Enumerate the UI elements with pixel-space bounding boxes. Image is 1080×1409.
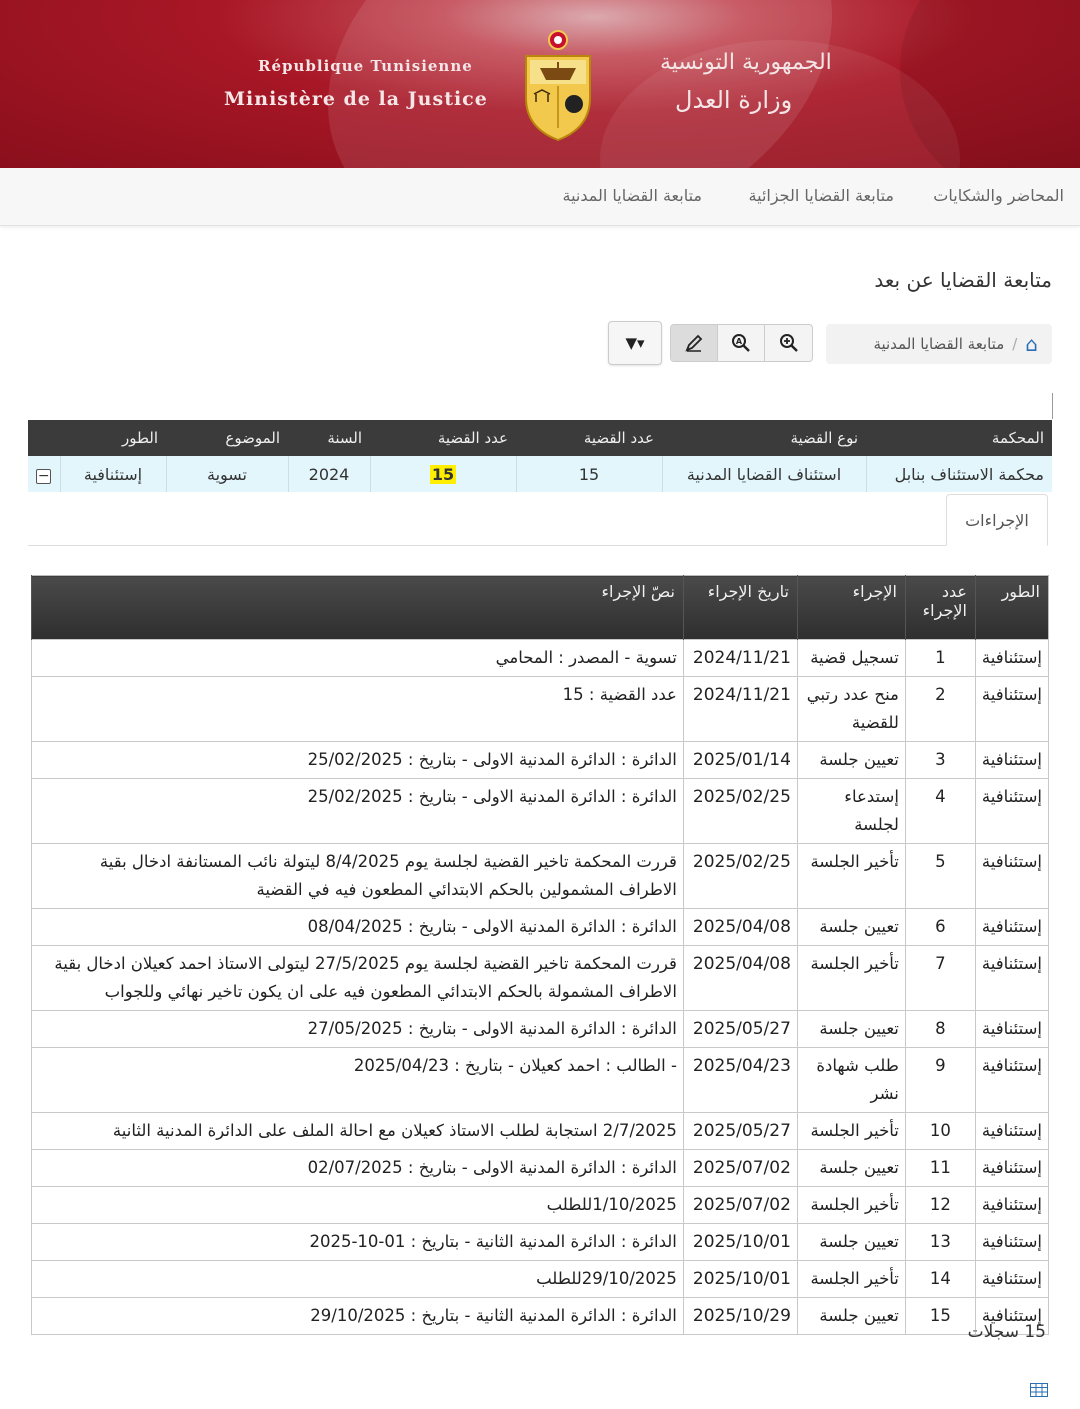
proc-stage: إستئنافية [975, 742, 1048, 779]
proc-number: 6 [905, 909, 975, 946]
proc-text: الدائرة : الدائرة المدنية الاولى - بتاريخ : 27/05/2025 [32, 1011, 684, 1048]
proc-number: 9 [905, 1048, 975, 1113]
tab-procedures[interactable]: الإجراءات [946, 494, 1048, 546]
proc-date: 2025/05/27 [683, 1113, 797, 1150]
col-case-number-2: عدد القضية [370, 420, 516, 456]
col-proc-stage: الطور [975, 576, 1048, 640]
nav-item-reports-complaints[interactable]: المحاضر والشكايات [933, 186, 1064, 205]
proc-number: 14 [905, 1261, 975, 1298]
home-icon[interactable]: ⌂ [1025, 332, 1038, 356]
zoom-in-button[interactable] [765, 325, 812, 361]
proc-stage: إستئنافية [975, 779, 1048, 844]
proc-number: 8 [905, 1011, 975, 1048]
edit-icon [684, 333, 704, 353]
proc-action: تأخير الجلسة [797, 1261, 905, 1298]
proc-date: 2025/10/01 [683, 1224, 797, 1261]
proc-stage: إستئنافية [975, 1298, 1048, 1335]
case-court: محكمة الاستئناف بنابل [866, 456, 1052, 492]
table-row[interactable] [32, 946, 1049, 1011]
table-row[interactable] [32, 779, 1049, 844]
proc-stage: إستئنافية [975, 1261, 1048, 1298]
case-stage: إستئنافية [60, 456, 166, 492]
proc-text: الدائرة : الدائرة المدنية الثانية - بتاريخ : 29/10/2025 [32, 1298, 684, 1335]
proc-date: 2025/10/29 [683, 1298, 797, 1335]
header-ministry-arabic: وزارة العدل [675, 86, 793, 114]
case-row[interactable] [28, 456, 1052, 492]
filter-icon: ▼▾ [625, 334, 645, 352]
col-proc-number: عدد الإجراء [905, 576, 975, 640]
proc-number: 3 [905, 742, 975, 779]
svg-text:A: A [735, 337, 743, 346]
table-grid-icon[interactable] [1030, 1383, 1048, 1397]
proc-date: 2025/02/25 [683, 844, 797, 909]
case-number-highlighted: 15 [431, 464, 455, 484]
proc-action: تعيين جلسة [797, 1298, 905, 1335]
proc-date: 2025/10/01 [683, 1261, 797, 1298]
filter-button[interactable] [608, 321, 662, 365]
table-row[interactable] [32, 1224, 1049, 1261]
proc-text: عدد القضية : 15 [32, 677, 684, 742]
proc-number: 5 [905, 844, 975, 909]
proc-text: الدائرة : الدائرة المدنية الاولى - بتاريخ : 08/04/2025 [32, 909, 684, 946]
breadcrumb-separator: / [1012, 335, 1018, 353]
divider [1052, 393, 1053, 419]
proc-text: تسوية - المصدر : المحامي [32, 640, 684, 677]
proc-number: 15 [905, 1298, 975, 1335]
procedures-table [31, 575, 1049, 1335]
col-expand [28, 420, 60, 456]
zoom-in-icon [779, 333, 799, 353]
proc-action: تعيين جلسة [797, 1011, 905, 1048]
proc-action: تعيين جلسة [797, 742, 905, 779]
tabs-divider [28, 545, 1048, 546]
proc-stage: إستئنافية [975, 1187, 1048, 1224]
col-case-type: نوع القضية [662, 420, 866, 456]
proc-date: 2025/07/02 [683, 1150, 797, 1187]
proc-date: 2025/01/14 [683, 742, 797, 779]
flag-swirl [900, 0, 1080, 168]
col-proc-text: نصّ الإجراء [32, 576, 684, 640]
proc-action: تأخير الجلسة [797, 1187, 905, 1224]
procedures-body [32, 640, 1049, 1335]
table-row[interactable] [32, 1048, 1049, 1113]
proc-stage: إستئنافية [975, 946, 1048, 1011]
header-republic-arabic: الجمهورية التونسية [660, 50, 832, 75]
proc-date: 2025/02/25 [683, 779, 797, 844]
header-banner [0, 0, 1080, 168]
proc-date: 2024/11/21 [683, 640, 797, 677]
proc-stage: إستئنافية [975, 844, 1048, 909]
toolbar [670, 324, 813, 362]
breadcrumb-current[interactable]: متابعة القضايا المدنية [873, 335, 1005, 353]
proc-date: 2025/04/08 [683, 909, 797, 946]
table-row[interactable] [32, 677, 1049, 742]
proc-date: 2024/11/21 [683, 677, 797, 742]
case-year: 2024 [288, 456, 370, 492]
proc-stage: إستئنافية [975, 1048, 1048, 1113]
proc-text: قررت المحكمة تاخير القضية لجلسة يوم 27/5/2025 ليتولى الاستاذ احمد كعيلان ادخال بقية الاطراف المشمولة بالحكم الابتدائي المطعون فيه على ان يكون تاخير نهائي وللجواب [32, 946, 684, 1011]
proc-date: 2025/04/08 [683, 946, 797, 1011]
proc-text: الدائرة : الدائرة المدنية الاولى - بتاريخ : 02/07/2025 [32, 1150, 684, 1187]
nav-item-criminal-cases[interactable]: متابعة القضايا الجزائية [748, 186, 894, 205]
proc-action: تعيين جلسة [797, 1150, 905, 1187]
header-republic-text: République Tunisienne [258, 57, 473, 75]
col-year: السنة [288, 420, 370, 456]
proc-text: الدائرة : الدائرة المدنية الاولى - بتاريخ : 25/02/2025 [32, 779, 684, 844]
proc-text: 2/7/2025 استجابة لطلب الاستاذ كعيلان مع احالة الملف على الدائرة المدنية الثانية [32, 1113, 684, 1150]
col-court: المحكمة [866, 420, 1052, 456]
proc-number: 2 [905, 677, 975, 742]
table-row[interactable] [32, 1113, 1049, 1150]
case-number: 15 [516, 456, 662, 492]
table-row[interactable] [32, 1261, 1049, 1298]
proc-number: 13 [905, 1224, 975, 1261]
table-row[interactable] [32, 909, 1049, 946]
proc-action: تأخير الجلسة [797, 1113, 905, 1150]
proc-stage: إستئنافية [975, 1113, 1048, 1150]
collapse-icon[interactable]: − [37, 467, 50, 484]
procedures-header-row [32, 576, 1049, 640]
proc-stage: إستئنافية [975, 640, 1048, 677]
nav-item-civil-cases[interactable]: متابعة القضايا المدنية [562, 186, 702, 205]
table-row[interactable] [32, 1150, 1049, 1187]
proc-text: - الطالب : احمد كعيلان - بتاريخ : 2025/04/23 [32, 1048, 684, 1113]
proc-action: إستدعاء لجلسة [797, 779, 905, 844]
proc-stage: إستئنافية [975, 1224, 1048, 1261]
col-proc-date: تاريخ الإجراء [683, 576, 797, 640]
table-row[interactable] [32, 1298, 1049, 1335]
table-row[interactable] [32, 844, 1049, 909]
proc-number: 4 [905, 779, 975, 844]
proc-action: تعيين جلسة [797, 1224, 905, 1261]
case-summary-table [28, 420, 1052, 492]
page-title: متابعة القضايا عن بعد [874, 268, 1052, 292]
edit-button[interactable] [671, 325, 718, 361]
records-count: 15 سجلات [967, 1322, 1046, 1342]
case-header-row [28, 420, 1052, 456]
proc-action: تأخير الجلسة [797, 844, 905, 909]
proc-text: الدائرة : الدائرة المدنية الثانية - بتاريخ : 01-10-2025 [32, 1224, 684, 1261]
zoom-a-icon [731, 333, 751, 353]
proc-date: 2025/07/02 [683, 1187, 797, 1224]
proc-text: قررت المحكمة تاخير القضية لجلسة يوم 8/4/2025 ليتولة نائب المستانفة ادخال بقية الاطراف المشمولين بالحكم الابتدائي المطعون فيه في القضية [32, 844, 684, 909]
coat-of-arms-icon [522, 28, 594, 142]
proc-stage: إستئنافية [975, 677, 1048, 742]
table-row[interactable] [32, 640, 1049, 677]
main-nav [0, 168, 1080, 226]
proc-number: 12 [905, 1187, 975, 1224]
proc-date: 2025/04/23 [683, 1048, 797, 1113]
case-number-highlight-cell [370, 456, 516, 492]
proc-stage: إستئنافية [975, 909, 1048, 946]
proc-number: 11 [905, 1150, 975, 1187]
table-row[interactable] [32, 742, 1049, 779]
proc-action: منح عدد رتبي للقضية [797, 677, 905, 742]
proc-stage: إستئنافية [975, 1011, 1048, 1048]
table-row[interactable] [32, 1187, 1049, 1224]
proc-action: تأخير الجلسة [797, 946, 905, 1011]
proc-action: تعيين جلسة [797, 909, 905, 946]
col-case-number: عدد القضية [516, 420, 662, 456]
proc-text: 29/10/2025للطلب [32, 1261, 684, 1298]
proc-number: 10 [905, 1113, 975, 1150]
col-subject: الموضوع [166, 420, 288, 456]
proc-text: الدائرة : الدائرة المدنية الاولى - بتاريخ : 25/02/2025 [32, 742, 684, 779]
collapse-cell[interactable] [28, 456, 60, 492]
header-ministry-text: Ministère de la Justice [224, 88, 488, 110]
case-type: استئناف القضايا المدنية [662, 456, 866, 492]
proc-date: 2025/05/27 [683, 1011, 797, 1048]
case-subject: تسوية [166, 456, 288, 492]
proc-action: تسجيل قضية [797, 640, 905, 677]
breadcrumb [826, 324, 1052, 364]
table-row[interactable] [32, 1011, 1049, 1048]
proc-stage: إستئنافية [975, 1150, 1048, 1187]
proc-number: 7 [905, 946, 975, 1011]
proc-text: 1/10/2025للطلب [32, 1187, 684, 1224]
proc-action: طلب شهادة نشر [797, 1048, 905, 1113]
proc-number: 1 [905, 640, 975, 677]
col-proc-action: الإجراء [797, 576, 905, 640]
col-stage: الطور [60, 420, 166, 456]
zoom-a-button[interactable] [718, 325, 765, 361]
